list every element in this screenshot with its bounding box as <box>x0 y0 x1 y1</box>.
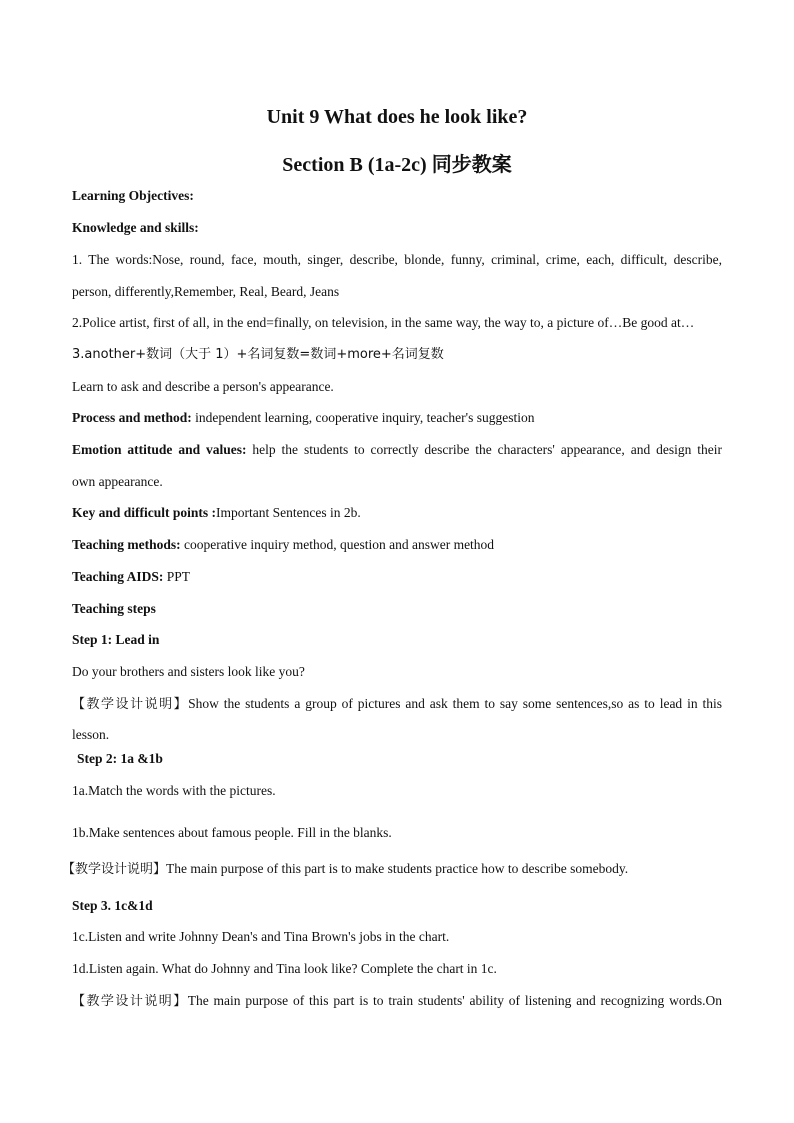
key-points <box>72 503 722 523</box>
aids-label: Teaching AIDS: <box>72 569 164 584</box>
step1-note-line2: lesson. <box>72 727 110 742</box>
knowledge-skills-heading: Knowledge and skills: <box>72 220 199 235</box>
learning-objectives-heading: Learning Objectives: <box>72 188 194 203</box>
emotion-label: Emotion attitude and values: <box>72 442 247 457</box>
note-label: 【教学设计说明】 <box>72 994 188 1009</box>
process-method <box>72 408 722 428</box>
step2-1b: 1b.Make sentences about famous people. Fill in the blanks. <box>72 825 392 840</box>
step3-note-text: The main purpose of this part is to train students' ability of listening and recognizing words.On <box>187 993 722 1008</box>
item3: 3.another+数词（大于 1）+名词复数=数词+more+名词复数 <box>72 347 444 362</box>
emotion-line2: own appearance. <box>72 474 163 489</box>
process-text: independent learning, cooperative inquiry, teacher's suggestion <box>191 410 535 425</box>
process-label: Process and method: <box>72 410 192 425</box>
step1-heading: Step 1: Lead in <box>72 632 160 647</box>
teaching-methods <box>72 535 722 555</box>
note-label: 【教学设计说明】 <box>72 697 189 712</box>
step3-1d: 1d.Listen again. What do Johnny and Tina look like? Complete the chart in 1c. <box>72 961 497 976</box>
teaching-steps-heading: Teaching steps <box>72 601 156 616</box>
item1-line2: person, differently,Remember, Real, Beard, Jeans <box>72 284 340 299</box>
learn-line: Learn to ask and describe a person's appearance. <box>72 379 334 394</box>
step3-note <box>72 991 722 1012</box>
page-title: Unit 9 What does he look like? <box>266 106 528 128</box>
step2-note-text: The main purpose of this part is to make students practice how to describe somebody. <box>166 861 629 876</box>
aids-text: PPT <box>163 569 191 584</box>
step1-question: Do your brothers and sisters look like you? <box>72 664 305 679</box>
step2-note <box>62 859 712 880</box>
key-label: Key and difficult points : <box>72 505 217 520</box>
page-subtitle: Section B (1a-2c) 同步教案 <box>282 154 512 176</box>
teaching-aids <box>72 567 722 587</box>
step3-1c: 1c.Listen and write Johnny Dean's and Tina Brown's jobs in the chart. <box>72 929 450 944</box>
item2: 2.Police artist, first of all, in the end=finally, on television, in the same way, the way to, a picture of…Be good at… <box>72 315 695 330</box>
methods-label: Teaching methods: <box>72 537 181 552</box>
step1-note-line1 <box>72 694 722 715</box>
step2-heading: Step 2: 1a &1b <box>77 751 163 766</box>
step1-note-text: Show the students a group of pictures and ask them to say some sentences,so as to lead in this <box>188 696 722 711</box>
emotion-line1 <box>72 440 722 460</box>
step2-1a: 1a.Match the words with the pictures. <box>72 783 276 798</box>
key-text: Important Sentences in 2b. <box>216 505 361 520</box>
note-label: 【教学设计说明】 <box>62 862 167 877</box>
emotion-text-1: help the students to correctly describe the characters' appearance, and design their <box>246 442 722 457</box>
step3-heading: Step 3. 1c&1d <box>72 898 153 913</box>
item1-line1: 1. The words:Nose, round, face, mouth, singer, describe, blonde, funny, criminal, crime, each, difficult, describe, <box>72 252 722 267</box>
methods-text: cooperative inquiry method, question and answer method <box>180 537 495 552</box>
